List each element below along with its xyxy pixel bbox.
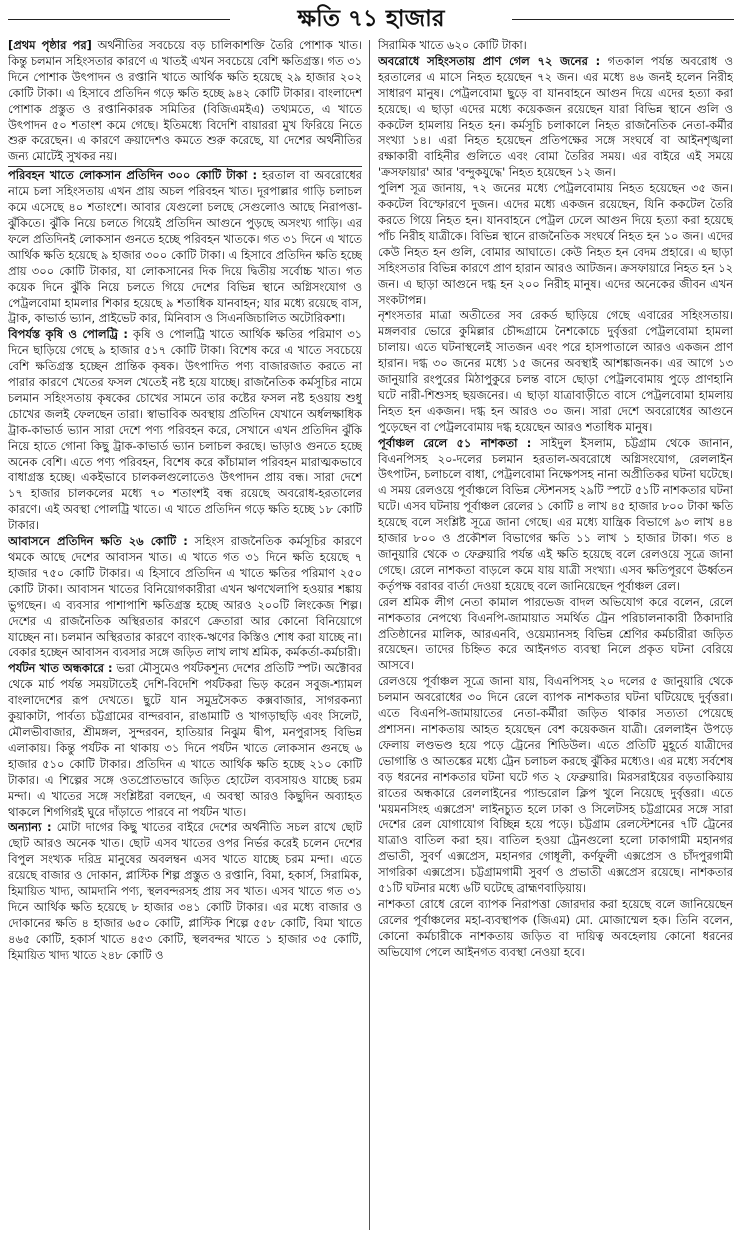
paragraph-text: পুলিশ সূত্র জানায়, ৭২ জনের মধ্যে পেট্রলবোমায় নিহত হয়েছেন ৩৫ জন। ককটেল বিস্ফোরণে দুজন। এদের মধ্যে একজন রয়েছেন, যিনি ককটেল তৈরি করতে গিয়ে নিহত হন। যানবাহনে পেট্রল ঢেলে আগুন দিয়ে হত্যা করা হয়েছে পাঁচ নিরীহ যাত্রীকে। বিভিন্ন স্থানে রাজনৈতিক সংঘর্ষে নিহত হন ১০ জন। এদের কেউ নিহত হন গুলি, বোমার আঘাতে। কেউ নিহত হন বেদম প্রহারে। এ ছাড়া সহিংসতার বিভিন্ন কারণে প্রাণ হারান আরও আটজন। ক্রসফায়ারে নিহত হন ১২ জন। এ ছাড়া আগুনে দগ্ধ হন ২০০ নিরীহ মানুষ। এদের অনেকের জীবন এখন সংকটাপন্ন। — [378, 181, 733, 307]
right-column — [378, 38, 733, 1233]
article-paragraph — [8, 38, 362, 167]
article-paragraph — [378, 38, 733, 54]
paragraph-lead: পরিবহন খাতে লোকসান প্রতিদিন ৩০০ কোটি টাকা : — [8, 168, 258, 183]
paragraph-text: মোটা দাগের কিছু খাতের বাইরে দেশের অর্থনীতি সচল রাখে ছোট ছোট আরও অনেক খাত। ছোট এসব খাতের ওপর নির্ভর করেই চলেন দেশের বিপুল সংখ্যক দরিদ্র মানুষের অবলম্বন এসব খাতে যাচ্ছে চরম মন্দা। এতে রয়েছে বাজার ও দোকান, প্লাস্টিক শিল্প প্রস্তুত ও রপ্তানি, বিমা, হকার্স, সিরামিক, হিমায়িত খাদ্য, আমদানি পণ্য, স্থলবন্দরসহ প্রায় সব খাত। এসব খাতে গত ৩১ দিনে আর্থিক ক্ষতি হয়েছে ৮ হাজার ৩৪১ কোটি টাকার। এর মধ্যে বাজার ও দোকানের ক্ষতি ৪ হাজার ৬৫০ কোটি, প্লাস্টিক শিল্পে ৫৫৮ কোটি, বিমা খাতে ৪৬৫ কোটি, হকার্স খাতে ৪৫৩ কোটি, স্থলবন্দর খাতে ১ হাজার ৩৫ কোটি, হিমায়িত খাদ্য খাতে ২৪৮ কোটি ও — [8, 820, 362, 962]
article-paragraph — [378, 181, 733, 308]
headline-banner — [0, 0, 741, 40]
paragraph-text: রেল শ্রমিক লীগ নেতা কামাল পারভেজ বাদল অভিযোগ করে বলেন, রেলে নাশকতার নেপথ্যে বিএনপি-জামায়াত সমর্থিত ট্রেন পরিচালনাকারী ঠিকাদারি প্রতিষ্ঠানের মালিক, আরএনবি, ওয়েম্যানসহ বিভিন্ন শ্রেণির কর্মচারীরা জড়িত রয়েছেন। তাদের চিহ্নিত করে আইনগত ব্যবস্থা নিলে প্রকৃত ঘটনা বেরিয়ে আসবে। — [378, 594, 733, 673]
paragraph-lead: পর্যটন খাত অন্ধকারে : — [8, 661, 113, 676]
headline-rule-right — [512, 19, 734, 20]
paragraph-lead: বিপর্যস্ত কৃষি ও পোলট্রি : — [8, 327, 128, 342]
article-paragraph — [8, 327, 362, 534]
left-column — [8, 38, 362, 1233]
paragraph-lead: অন্যান্য : — [8, 820, 52, 835]
article-paragraph — [378, 308, 733, 435]
paragraph-text: নৃশংসতার মাত্রা অতীতের সব রেকর্ড ছাড়িয়ে গেছে এবারের সহিংসতায়। মঙ্গলবার ভোরে কুমিল্লার চৌদ্দগ্রামে নৈশকোচে দুর্বৃত্তরা পেট্রলবোমা হামলা চালায়। এতে ঘটনাস্থলেই সাতজন এবং পরে হাসপাতালে আরও একজন প্রাণ হারান। দগ্ধ ৩০ জনের মধ্যে ১৫ জনের অবস্থাই আশঙ্কাজনক। এর আগে ১৩ জানুয়ারি রংপুরের মিঠাপুকুরে চলন্ত বাসে ছোড়া পেট্রলবোমায় পুড়ে প্রাণহানি ঘটে নারী-শিশুসহ ছয়জনের। এ ছাড়া যাত্রাবাড়ীতে বাসে পেট্রলবোমা হামলায় নিহত হন একজন। দগ্ধ হন আরও ৩০ জন। সারা দেশে অবরোধের আগুনে পুড়েছেন বা পেট্রলবোমায় দগ্ধ হয়েছেন আরও শতাধিক মানুষ। — [378, 308, 733, 434]
article-paragraph — [378, 54, 733, 181]
article-paragraph — [378, 674, 733, 897]
paragraph-text: গতকাল পর্যন্ত অবরোধ ও হরতালের এ মাসে নিহত হয়েছেন ৭২ জন। এর মধ্যে ৪৬ জনই হলেন নিরীহ সাধারণ মানুষ। পেট্রলবোমা ছুড়ে বা যানবাহনে আগুন দিয়ে এদের হত্যা করা হয়েছে। এ ছাড়া এদের মধ্যে কয়েকজন রয়েছেন যারা বিভিন্ন স্থানে গুলি ও ককটেল হামলায় নিহত হন। কর্মসূচি চলাকালে নিহত রাজনৈতিক নেতা-কর্মীর সংখ্যা ১৪। এরা নিহত হয়েছেন প্রতিপক্ষের সঙ্গে সংঘর্ষে বা আইনশৃঙ্খলা রক্ষাকারী বাহিনীর গুলিতে এবং বোমা তৈরির সময়। এর বাইরে এই সময়ে 'ক্রসফায়ার' আর 'বন্দুকযুদ্ধে' নিহত হয়েছেন ১২ জন। — [378, 53, 733, 180]
paragraph-text: ভরা মৌসুমেও পর্যটকশূন্য দেশের প্রতিটি স্পট। অক্টোবর থেকে মার্চ পর্যন্ত সময়টাতেই দেশি-বিদেশি পর্যটকরা ভিড় করেন সবুজ-শ্যামল বাংলাদেশের রূপ দেখতে। ছুটে যান সমুদ্রসৈকত কক্সবাজার, সাগরকন্যা কুয়াকাটা, পার্বত্য চট্টগ্রামের বান্দরবান, রাঙামাটি ও খাগড়াছড়ি এবং সিলেট, মৌলভীবাজার, শ্রীমঙ্গল, সুন্দরবন, হাতিয়ার নিঝুম দ্বীপ, মনপুরাসহ বিভিন্ন এলাকায়। কিন্তু পর্যটক না থাকায় ৩১ দিনে পর্যটন খাতে লোকসান গুনছে ৬ হাজার ৫১০ কোটি টাকার। প্রতিদিন এ খাতে আর্থিক ক্ষতি হচ্ছে ২১০ কোটি টাকার। এ শিল্পের সঙ্গে ওতপ্রোতভাবে জড়িত হোটেল ব্যবসায়ও যাচ্ছে চরম মন্দা। এ খাতের সঙ্গে সংশ্লিষ্টরা বলছেন, এ অবস্থা আরও কিছুদিন অব্যাহত থাকলে শিগগিরই ঘুরে দাঁড়াতে পারবে না পর্যটন খাত। — [8, 661, 362, 819]
paragraph-text: হরতাল বা অবরোধের নামে চলা সহিংসতায় এখন প্রায় অচল পরিবহন খাত। দূরপাল্লার গাড়ি চলাচল কমে এসেছে ৪০ শতাংশে। আবার যেগুলো চলছে সেগুলোও আছে নিরাপত্তা-ঝুঁকিতে। ঝুঁকি নিয়ে চলতে গিয়েই প্রতিদিন আগুনে পুড়ছে অসংখ্য গাড়ি। এর ফলে প্রতিদিনই লোকসান গুনতে হচ্ছে পরিবহন খাতকে। গত ৩১ দিনে এ খাতে আর্থিক ক্ষতি হয়েছে ৯ হাজার ৩০০ কোটি টাকা। এ হিসাবে প্রতিদিন ক্ষতি হচ্ছে প্রায় ৩০০ কোটি টাকার, যা লোকসানের দিক দিয়ে দ্বিতীয় সর্বোচ্চ খাত। গত কয়েক দিনে ঝুঁকি নিয়ে চলতে গিয়ে দেশের বিভিন্ন স্থানে অগ্নিসংযোগ ও পেট্রলবোমা হামলার শিকার হয়েছে ৯ শতাধিক যানবাহন; যার মধ্যে রয়েছে বাস, ট্রাক, কাভার্ড ভ্যান, প্রাইভেট কার, মিনিবাস ও সিএনজিচালিত অটোরিকশা। — [8, 168, 362, 326]
paragraph-text: রেলওয়ে পূর্বাঞ্চল সূত্রে জানা যায়, বিএনপিসহ ২০ দলের ৫ জানুয়ারি থেকে চলমান অবরোধের ৩০ দিনে রেলে ব্যাপক নাশকতার ঘটনা ঘটিয়েছে দুর্বৃত্তরা। এতে বিএনপি-জামায়াতের নেতা-কর্মীরা জড়িত থাকার সত্যতা পেয়েছে প্রশাসন। নাশকতায় আহত হয়েছেন বেশ কয়েকজন যাত্রী। রেললাইন উপড়ে ফেলায় লণ্ডভণ্ড হয়ে পড়ে ট্রেনের শিডিউল। এতে প্রতিটি মুহূর্তে যাত্রীদের ভোগান্তি ও আতঙ্কের মধ্যে ট্রেন চলাচল করছে ঝুঁকির মধ্যেও। এর মধ্যে সর্বশেষ বড় ধরনের নাশকতার ঘটনা ঘটে গত ২ ফেব্রুয়ারি। মিরসরাইয়ের বড়তাকিয়ায় রাতের অন্ধকারে রেললাইনের প্যান্ডরোল ক্লিপ খুলে নিয়েছে দুর্বৃত্তরা। এতে 'ময়মনসিংহ এক্সপ্রেস' লাইনচ্যুত হলে ঢাকা ও সিলেটসহ চট্টগ্রামের সঙ্গে সারা দেশের রেল যোগাযোগ বিচ্ছিন্ন হয়ে পড়ে। চট্টগ্রাম রেলস্টেশনের ৭টি ট্রেনের যাত্রাও বাতিল করা হয়। বাতিল হওয়া ট্রেনগুলো হলো ঢাকাগামী মহানগর প্রভাতী, সুবর্ণ এক্সপ্রেস, মহানগর গোধূলী, কর্ণফুলী এক্সপ্রেস ও চাঁদপুরগামী সাগরিকা এক্সপ্রেস। চট্টগ্রামগামী সুবর্ণ ও প্রভাতী এক্সপ্রেস রয়েছে। নাশকতার ৫১টি ঘটনার মধ্যে ৬টি ঘটেছে ব্রাহ্মণবাড়িয়ায়। — [378, 674, 733, 896]
paragraph-lead: [প্রথম পৃষ্ঠার পর] — [8, 38, 92, 52]
paragraph-text: সহিংস রাজনৈতিক কর্মসূচির কারণে থমকে আছে দেশের আবাসন খাত। এ খাতে গত ৩১ দিনে ক্ষতি হয়েছে ৭ হাজার ৭৫০ কোটি টাকার। এ হিসাবে প্রতিদিন এ খাতে ক্ষতির পরিমাণ ২৫০ কোটি টাকা। আবাসন খাতের বিনিয়োগকারীরা এখন ঋণখেলাপি হওয়ার শঙ্কায় ভুগছেন। এ ব্যবসার পাশাপাশি ক্ষতিগ্রস্ত হচ্ছে আরও ২০০টি লিংকেজ শিল্প। দেশের এ রাজনৈতিক অস্থিরতার কারণে ক্রেতারা আর কোনো বিনিয়োগে যাচ্ছেন না। চলমান অস্থিরতার কারণে ব্যাংক-ঋণের কিস্তিও শোধ করা যাচ্ছে না। বেকার হচ্ছেন আবাসন ব্যবসার সঙ্গে জড়িত লাখ লাখ শ্রমিক, কর্মকর্তা-কর্মচারী। — [8, 534, 362, 660]
paragraph-text: কৃষি ও পোলট্রি খাতে আর্থিক ক্ষতির পরিমাণ ৩১ দিনে ছাড়িয়ে গেছে ৯ হাজার ৫১৭ কোটি টাকা। বিশেষ করে এ খাতে সবচেয়ে বেশি ক্ষতিগ্রস্ত হচ্ছেন প্রান্তিক কৃষক। উৎপাদিত পণ্য বাজারজাত করতে না পারার কারণে খেতের ফসল খেতেই নষ্ট হয়ে যাচ্ছে। রাজনৈতিক কর্মসূচির নামে চলমান সহিংসতায় কৃষকের চোখের সামনে তার কষ্টের ফসল নষ্ট হওয়ায় শুধু চোখের জলই ফেলছেন তারা। স্বাভাবিক অবস্থায় প্রতিদিন যেখানে অর্ধলক্ষাধিক ট্রাক-কাভার্ড ভ্যান সারা দেশে পণ্য পরিবহন করে, সেখানে এখন প্রতিদিন ঝুঁকি নিয়ে হাতে গোনা কিছু ট্রাক-কাভার্ড ভ্যান চলাচল করছে। ভাড়াও গুনতে হচ্ছে অনেক বেশি। এতে পণ্য পরিবহন, বিশেষ করে কাঁচামাল পরিবহন মারাত্মকভাবে বাধাগ্রস্ত হচ্ছে। একইভাবে চালকলগুলোতেও উৎপাদন প্রায় বন্ধ। সারা দেশে ১৭ হাজার চালকলের মধ্যে ৭০ শতাংশই বন্ধ রয়েছে অবরোধ-হরতালের কারণে। এই অবস্থা পোলট্রি খাতে। এ খাতে প্রতিদিন গড়ে ক্ষতি হচ্ছে ১৮ কোটি টাকার। — [8, 327, 362, 533]
article-paragraph — [378, 595, 733, 675]
article-paragraph — [378, 897, 733, 961]
article-paragraph — [8, 534, 362, 661]
paragraph-text: সাইদুল ইসলাম, চট্টগ্রাম থেকে জানান, বিএনপিসহ ২০-দলের চলমান হরতাল-অবরোধে অগ্নিসংযোগ, রেললাইন উৎপাটন, চলাচলে বাধা, পেট্রলবোমা নিক্ষেপসহ নানা অপ্রীতিকর ঘটনা ঘটেছে। এ সময় রেলওয়ে পূর্বাঞ্চলে বিভিন্ন স্টেশনসহ ২৯টি স্পটে ৫১টি নাশকতার ঘটনা ঘটে। এসব ঘটনায় পূর্বাঞ্চল রেলের ১ কোটি ৪ লাখ ৪৫ হাজার ৮০০ টাকা ক্ষতি হয়েছে বলে সংশ্লিষ্ট সূত্রে জানা গেছে। এর মধ্যে যান্ত্রিক বিভাগে ৯৩ লাখ ৪৪ হাজার ৮০০ ও প্রকৌশল বিভাগের ক্ষতি ১১ লাখ ১ হাজার টাকা। গত ৪ জানুয়ারি থেকে ৩ ফেব্রুয়ারি পর্যন্ত এই ক্ষতি হয়েছে বলে রেলওয়ে সূত্রে জানা গেছে। রেলে নাশকতা বাড়লে কমে যায় যাত্রী সংখ্যা। এসব ক্ষতিপূরণে ঊর্ধ্বতন কর্তৃপক্ষ বরাবর বার্তা দেওয়া হয়েছে বলে জানিয়েছেন পূর্বাঞ্চল রেল। — [378, 435, 733, 593]
paragraph-text: সিরামিক খাতে ৬২০ কোটি টাকা। — [378, 38, 527, 52]
paragraph-lead: আবাসনে প্রতিদিন ক্ষতি ২৬ কোটি : — [8, 534, 188, 549]
article-paragraph — [8, 661, 362, 820]
paragraph-lead: অবরোধে সহিংসতায় প্রাণ গেল ৭২ জনের : — [378, 53, 601, 68]
article-paragraph — [8, 168, 362, 327]
article-paragraph — [378, 436, 733, 595]
page-headline: ক্ষতি ৭১ হাজার — [297, 6, 445, 32]
headline-rule-left — [8, 19, 230, 20]
article-paragraph — [8, 820, 362, 963]
column-divider — [369, 40, 370, 1230]
paragraph-text: অর্থনীতির সবচেয়ে বড় চালিকাশক্তি তৈরি পোশাক খাত। কিন্তু চলমান সহিংসতার কারণে এ খাতই এখন সবচেয়ে বেশি ক্ষতিগ্রস্ত। গত ৩১ দিনে পোশাক উৎপাদন ও রপ্তানি খাতে আর্থিক ক্ষতি হয়েছে ২৯ হাজার ২০২ কোটি টাকা। এ হিসাবে প্রতিদিন গড়ে ক্ষতি হচ্ছে ৯৪২ কোটি টাকার। বাংলাদেশ পোশাক প্রস্তুত ও রপ্তানিকারক সমিতির (বিজিএমইএ) তথ্যমতে, এ খাতে উৎপাদন ৫০ শতাংশ কমে গেছে। ইতিমধ্যে বিদেশি বায়াররা মুখ ফিরিয়ে নিতে শুরু করেছেন। এ কারণে ক্রয়াদেশও কমতে শুরু করেছে, যা দেশের অর্থনীতির জন্য মোটেই সুখকর নয়। — [8, 38, 362, 164]
paragraph-lead: পূর্বাঞ্চল রেলে ৫১ নাশকতা : — [378, 435, 532, 450]
paragraph-text: নাশকতা রোধে রেলে ব্যাপক নিরাপত্তা জোরদার করা হয়েছে বলে জানিয়েছেন রেলের পূর্বাঞ্চলের মহা-ব্যবস্থাপক (জিএম) মো. মোজাম্মেল হক। তিনি বলেন, কোনো কর্মচারীকে নাশকতায় জড়িত বা দায়িত্ব অবহেলায় কোনো ধরনের অভিযোগ পেলে আইনগত ব্যবস্থা নেওয়া হবে। — [378, 896, 733, 959]
